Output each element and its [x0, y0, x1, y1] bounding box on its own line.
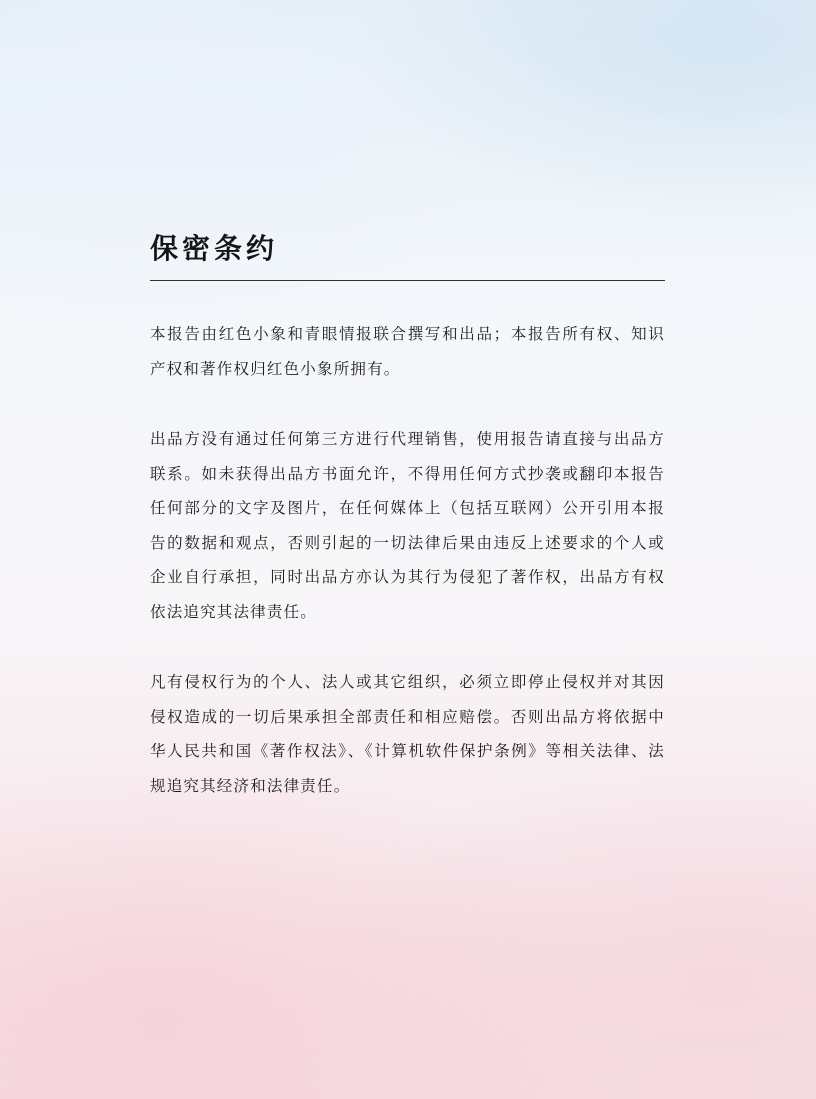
paragraph-ownership: 本报告由红色小象和青眼情报联合撰写和出品；本报告所有权、知识产权和著作权归红色小象所拥有。: [150, 325, 665, 378]
paragraph-infringement-liability: 凡有侵权行为的个人、法人或其它组织，必须立即停止侵权并对其因侵权造成的一切后果承担全部责任和相应赔偿。否则出品方将依据中华人民共和国《著作权法》、《计算机软件保护条例》等相关法律、法规追究其经济和法律责任。: [150, 673, 665, 795]
page-title: 保密条约: [150, 232, 279, 265]
paragraph-usage-restrictions: 出品方没有通过任何第三方进行代理销售，使用报告请直接与出品方联系。如未获得出品方书面允许，不得用任何方式抄袭或翻印本报告任何部分的文字及图片，在任何媒体上（包括互联网）公开引用本报告的数据和观点，否则引起的一切法律后果由违反上述要求的个人或企业自行承担，同时出品方亦认为其行为侵犯了著作权，出品方有权依法追究其法律责任。: [150, 430, 665, 621]
document-body: [150, 317, 665, 839]
title-divider: [150, 280, 665, 281]
